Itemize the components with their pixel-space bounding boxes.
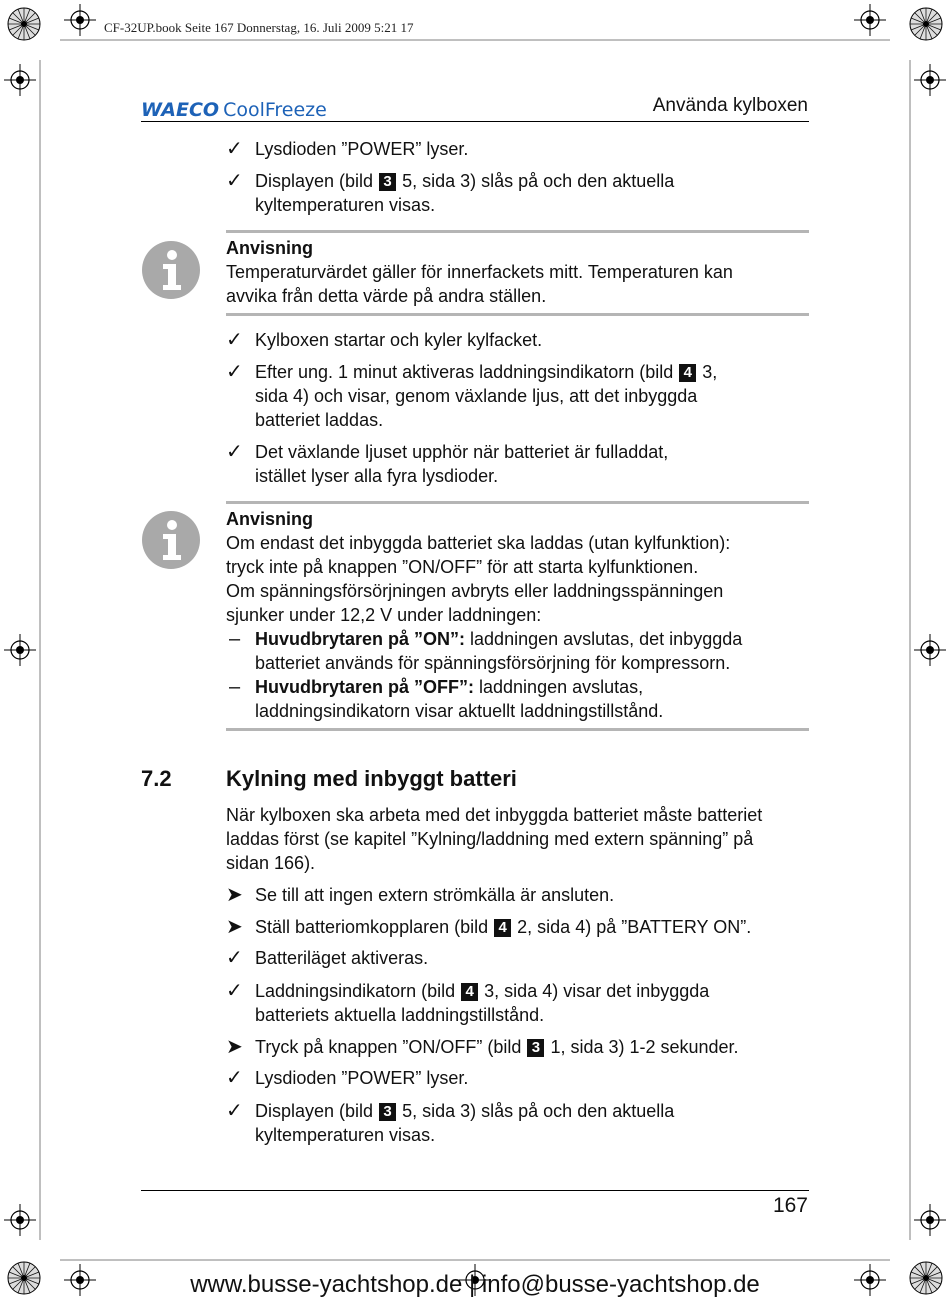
- figure-ref: 3: [527, 1039, 544, 1057]
- arrow-mark: ➤: [226, 916, 243, 938]
- result-line-cont: kyltemperaturen visas.: [255, 195, 436, 215]
- header-rule: [141, 121, 809, 122]
- note-rule-top: [226, 230, 809, 233]
- figure-ref: 3: [379, 1103, 396, 1121]
- check-mark: ✓: [226, 980, 243, 1002]
- result-line: Lysdioden ”POWER” lyser.: [255, 1068, 469, 1088]
- note-text: avvika från detta värde på andra ställen.: [226, 286, 547, 306]
- chapter-title: Använda kylboxen: [652, 95, 808, 116]
- result-line-cont: istället lyser alla fyra lysdioder.: [255, 466, 499, 486]
- note-title: Anvisning: [226, 509, 314, 529]
- check-mark: ✓: [226, 361, 243, 383]
- check-mark: ✓: [226, 170, 243, 192]
- note-title: Anvisning: [226, 238, 314, 258]
- footer-website[interactable]: www.busse-yachtshop.de | info@busse-yachtshop.de: [190, 1271, 760, 1298]
- info-icon: [141, 240, 201, 300]
- figure-ref: 4: [494, 919, 511, 937]
- brand-waeco: WAECO: [141, 99, 220, 121]
- step-line: Se till att ingen extern strömkälla är ansluten.: [255, 885, 615, 905]
- result-line: Kylboxen startar och kyler kylfacket.: [255, 330, 543, 350]
- result-line-cont: batteriets aktuella laddningstillstånd.: [255, 1005, 545, 1025]
- body-text: sidan 166).: [226, 853, 316, 873]
- check-mark: ✓: [226, 329, 243, 351]
- dash-bullet: –: [229, 676, 241, 698]
- result-line: Laddningsindikatorn (bild 4 3, sida 4) visar det inbyggda: [255, 981, 710, 1001]
- page-number: 167: [772, 1194, 808, 1217]
- brand-coolfreeze: CoolFreeze: [223, 99, 327, 121]
- result-line: Displayen (bild 3 5, sida 3) slås på och den aktuella: [255, 1101, 675, 1121]
- result-line: Displayen (bild 3 5, sida 3) slås på och den aktuella: [255, 171, 675, 191]
- note-text: Om endast det inbyggda batteriet ska laddas (utan kylfunktion):: [226, 533, 731, 553]
- note-text: Temperaturvärdet gäller för innerfackets mitt. Temperaturen kan: [226, 262, 733, 282]
- note-rule-top: [226, 501, 809, 504]
- step-line: Ställ batteriomkopplaren (bild 4 2, sida 4) på ”BATTERY ON”.: [255, 917, 752, 937]
- section-title: Kylning med inbyggt batteri: [226, 766, 517, 791]
- note-rule-bottom: [226, 313, 809, 316]
- check-mark: ✓: [226, 1100, 243, 1122]
- dash-bullet: –: [229, 628, 241, 650]
- note-list-item-cont: batteriet används för spänningsförsörjning för kompressorn.: [255, 653, 731, 673]
- note-text: tryck inte på knappen ”ON/OFF” för att starta kylfunktionen.: [226, 557, 699, 577]
- figure-ref: 4: [679, 364, 696, 382]
- result-line: Lysdioden ”POWER” lyser.: [255, 139, 469, 159]
- body-text: laddas först (se kapitel ”Kylning/laddning med extern spänning” på: [226, 829, 754, 849]
- result-line: Efter ung. 1 minut aktiveras laddningsindikatorn (bild 4 3,: [255, 362, 718, 382]
- step-line: Tryck på knappen ”ON/OFF” (bild 3 1, sida 3) 1-2 sekunder.: [255, 1037, 739, 1057]
- check-mark: ✓: [226, 441, 243, 463]
- section-number: 7.2: [141, 766, 172, 791]
- arrow-mark: ➤: [226, 1036, 243, 1058]
- figure-ref: 4: [461, 983, 478, 1001]
- result-line-cont: batteriet laddas.: [255, 410, 384, 430]
- result-line-cont: kyltemperaturen visas.: [255, 1125, 436, 1145]
- check-mark: ✓: [226, 947, 243, 969]
- result-line-cont: sida 4) och visar, genom växlande ljus, att det inbyggda: [255, 386, 698, 406]
- note-text: sjunker under 12,2 V under laddningen:: [226, 605, 542, 625]
- note-list-item: Huvudbrytaren på ”OFF”: laddningen avslutas,: [255, 677, 644, 697]
- note-list-item: Huvudbrytaren på ”ON”: laddningen avslutas, det inbyggda: [255, 629, 743, 649]
- result-line: Det växlande ljuset upphör när batteriet är fulladdat,: [255, 442, 669, 462]
- body-text: När kylboxen ska arbeta med det inbyggda batteriet måste batteriet: [226, 805, 763, 825]
- note-rule-bottom: [226, 728, 809, 731]
- arrow-mark: ➤: [226, 884, 243, 906]
- info-icon: [141, 510, 201, 570]
- check-mark: ✓: [226, 1067, 243, 1089]
- brand-logo: [141, 99, 327, 121]
- print-slug: CF-32UP.book Seite 167 Donnerstag, 16. Juli 2009 5:21 17: [104, 20, 414, 35]
- result-line: Batteriläget aktiveras.: [255, 948, 429, 968]
- note-text: Om spänningsförsörjningen avbryts eller laddningsspänningen: [226, 581, 724, 601]
- figure-ref: 3: [379, 173, 396, 191]
- check-mark: ✓: [226, 138, 243, 160]
- footer-rule: [141, 1190, 809, 1191]
- note-list-item-cont: laddningsindikatorn visar aktuellt laddningstillstånd.: [255, 701, 664, 721]
